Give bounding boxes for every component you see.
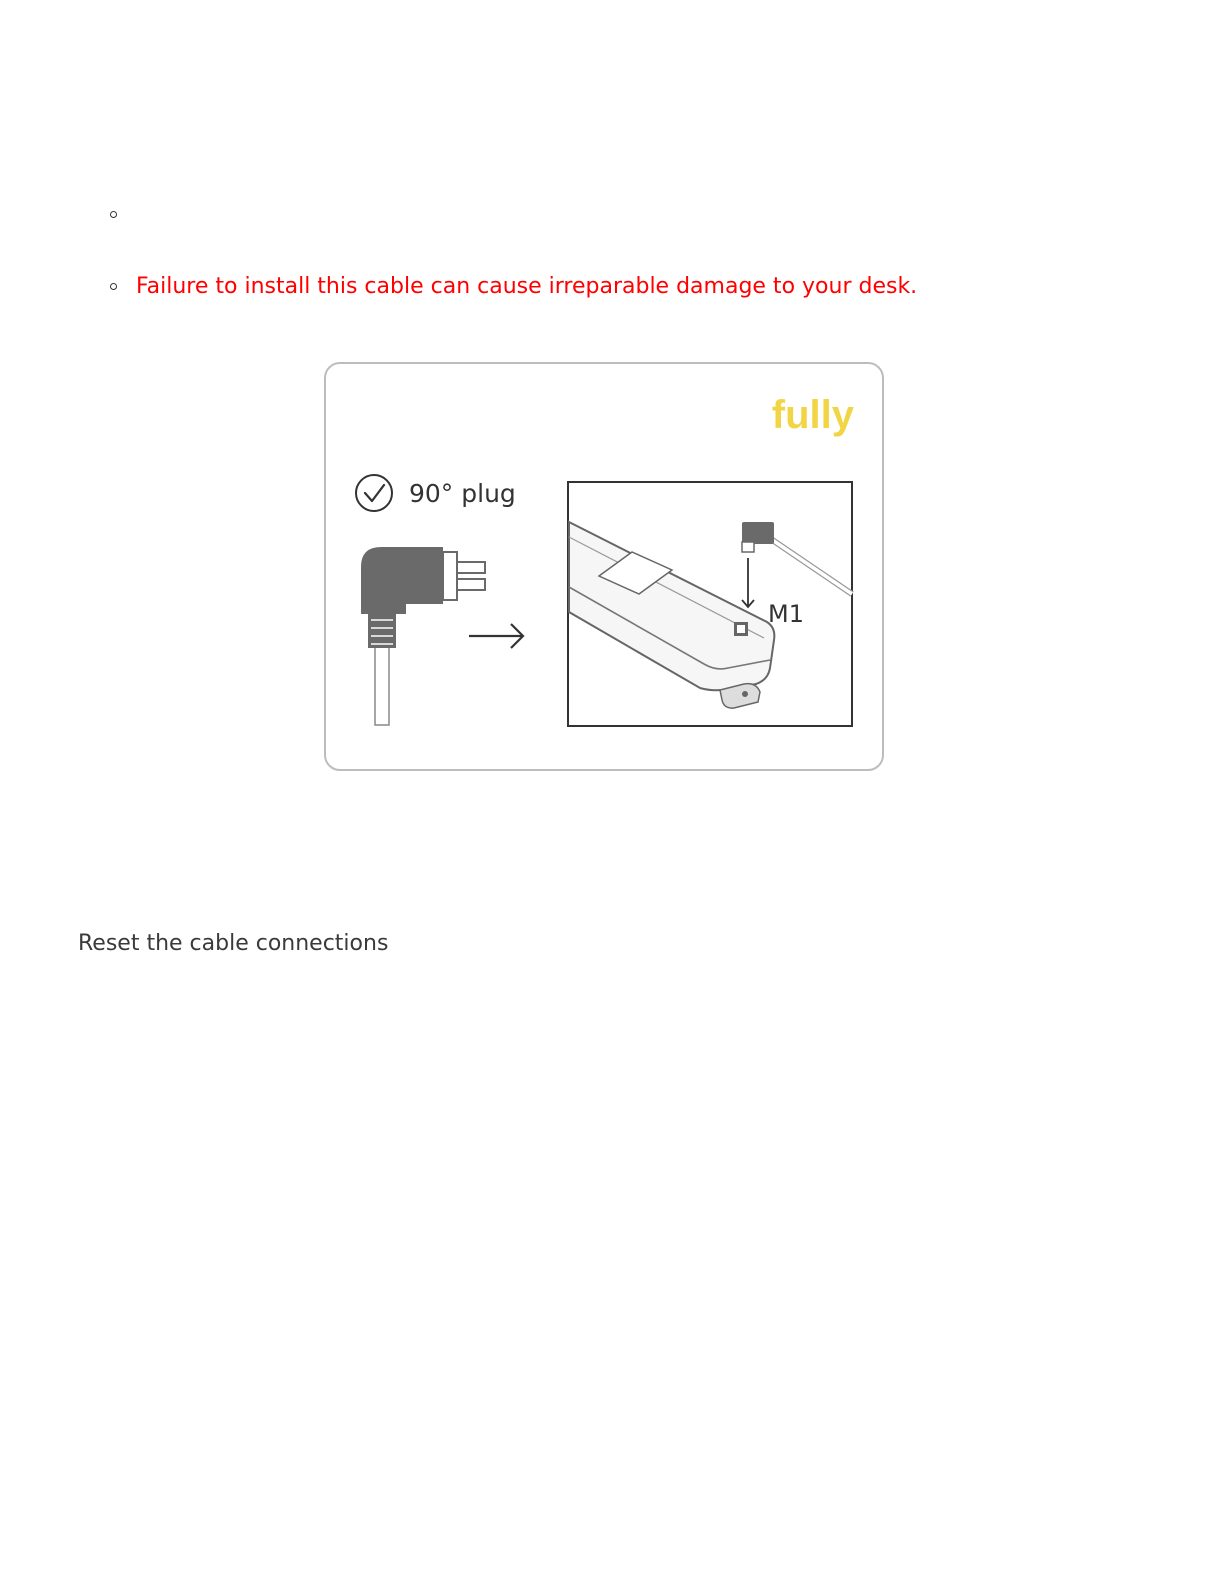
port-label: M1 <box>768 600 804 628</box>
cable-install-figure <box>324 362 884 772</box>
list-item <box>108 200 917 230</box>
brand-logo: fully <box>771 393 854 437</box>
warning-text: Failure to install this cable can cause irreparable damage to your desk. <box>136 274 918 299</box>
plug-label: 90° plug <box>409 479 516 508</box>
bullet-marker <box>110 211 117 218</box>
section-text: Reset the cable connections <box>78 931 389 956</box>
bullet-list <box>108 200 917 302</box>
bullet-marker <box>110 283 117 290</box>
list-item <box>108 272 917 302</box>
control-box-illustration <box>568 482 852 726</box>
